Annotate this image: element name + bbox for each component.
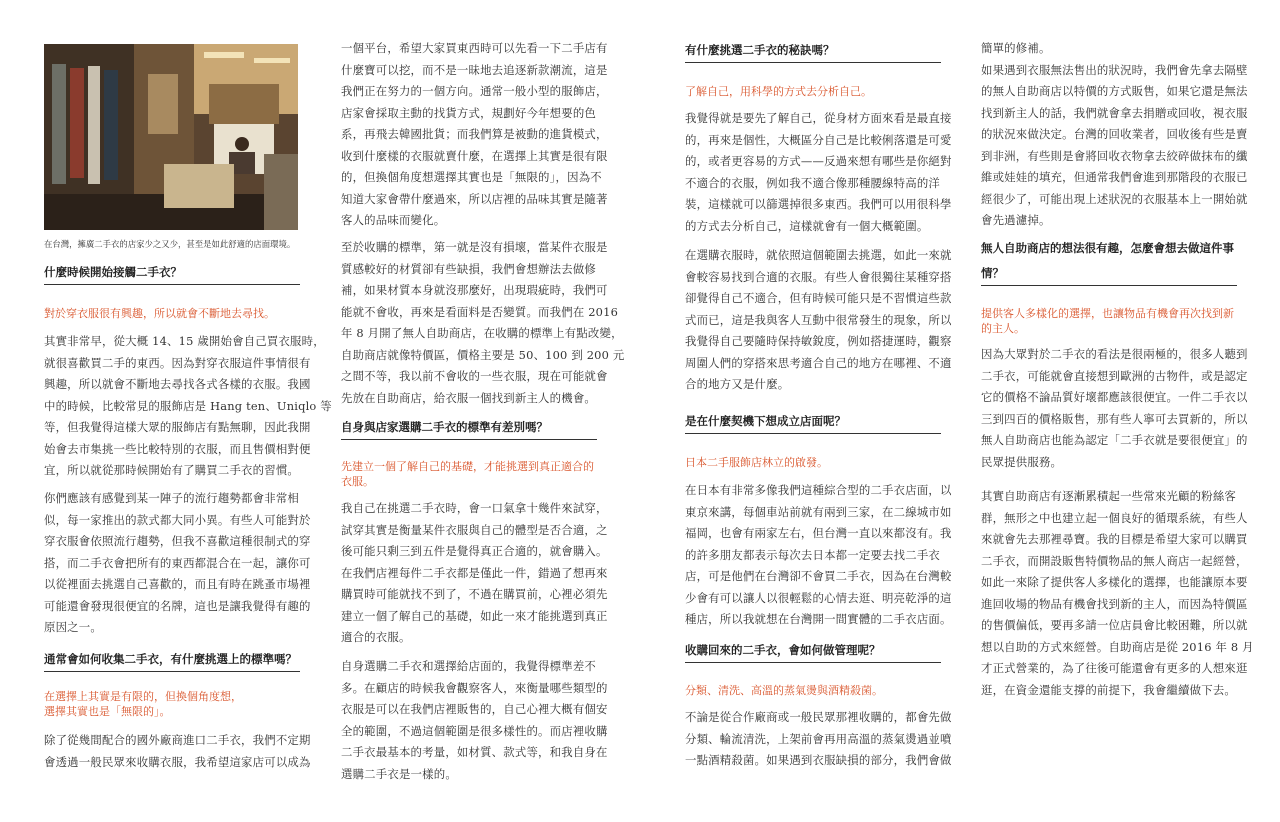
paragraph-6: 我自己在挑選二手衣時，會一口氣拿十幾件來試穿， 試穿其實是衡量某件衣服與自己的體型是否合適，之 後可能只剩三到五件是覺得真正合適的，就會購入。 在我們店裡每件二手衣都是僅此一件，錯過了想再來 購買時可能就找不到了，不過在購買前，心裡必須先 建立一個了解自己的基礎，如此一來才能挑選到真正 適合的衣服。 xyxy=(341,501,608,644)
heading-opportunity: 是在什麼契機下想成立店面呢？ xyxy=(685,411,941,434)
subheading-japan: 日本二手服飾店林立的啟發。 xyxy=(685,456,828,469)
heading-when-start: 什麼時候開始接觸二手衣？ xyxy=(44,262,300,285)
heading-unmanned-store: 無人自助商店的想法很有趣，怎麼會想去做這件事 情？ xyxy=(981,238,1237,286)
store-photo xyxy=(44,44,298,230)
heading-self-vs-store: 自身與店家選購二手衣的標準有差別嗎？ xyxy=(341,417,597,440)
heading-how-collect: 通常會如何收集二手衣，有什麼挑選上的標準嗎？ xyxy=(44,649,300,672)
subheading-variety: 提供客人多樣化的選擇，也讓物品有機會再次找到新 的主人。 xyxy=(981,307,1234,335)
paragraph-9: 在選購衣服時，就依照這個範圍去挑選，如此一來就 會較容易找到合適的衣服。有些人會很獨往某種穿搭 卻覺得自己不適合，但有時候可能只是不習慣這些款 式而已，這是我與客人互動中很常發生的現象，所以 我覺得自己要隨時保持敏銳度，例如搭捷運時，觀察 周圍人們的穿搭來思考適合自己的地方在哪裡、不適 合的地方又是什麼。 xyxy=(685,248,952,391)
paragraph-8: 我覺得就是要先了解自己，從身材方面來看是最直接 的，再來是個性，大概區分自己是比較俐落還是可愛 的，或者更容易的方式——反過來想有哪些是你絕對 不適合的衣服，例如我不適合像那種腰線特高的洋 裝，這樣就可以篩選掉很多東西。我們可以用很科學 的方式去分析自己，這樣就會有一個大概範圍。 xyxy=(685,111,952,233)
paragraph-1: 其實非常早，從大概 14、15 歲開始會自己買衣服時， 就很喜歡買二手的東西。因為對穿衣服這件事情很有 興趣，所以就會不斷地去尋找各式各樣的衣服。我國 中的時候，比較常見的服飾店是 Hang ten、Uniqlo 等 等，但我覺得這樣大眾的服飾店有點無聊，因此我開 始會去市集挑一些比較特別的衣服，而且售價相對便 宜，所以就從那時候開始有了購買二手衣的習慣。 xyxy=(44,334,332,477)
paragraph-5: 至於收購的標準，第一就是沒有損壞，當某件衣服是 質感較好的材質卻有些缺損，我們會想辦法去做修 補，如果材質本身就沒那麼好，出現瑕疵時，我們可 能就不會收，再來是看面料是否變質。而我們在 2016 年 8 月開了無人自助商店，在收購的標準上有點改變， 自助商店就像特價區，價格主要是 50、100 到 200 元 之間不等，我以前不會收的一些衣服，現在可能就會 先放在自助商店，給衣服一個找到新主人的機會。 xyxy=(341,240,625,405)
heading-management: 收購回來的二手衣，會如何做管理呢？ xyxy=(685,640,941,663)
paragraph-11: 不論是從合作廠商或一般民眾那裡收購的，都會先做 分類、輪流清洗，上架前會再用高溫的蒸氣燙過並噴 一點酒精殺菌。如果遇到衣服缺損的部分，我們會做 xyxy=(685,710,952,767)
photo-caption: 在台灣，擁廣二手衣的店家少之又少，甚至是如此舒適的店面環境。 xyxy=(44,239,296,249)
paragraph-13: 因為大眾對於二手衣的看法是很兩極的，很多人聽到 二手衣，可能就會直接想到歐洲的古物件，或是認定 它的價格不論品質好壞都應該很便宜。一件二手衣以 三到四百的價格販售，那有些人寧可去買新的，所以 無人自助商店也能為認定「二手衣就是要很便宜」的 民眾提供服務。 xyxy=(981,347,1248,469)
paragraph-12: 簡單的修補。 如果遇到衣服無法售出的狀況時，我們會先拿去隔壁 的無人自助商店以特價的方式販售，如果它還是無法 找到新主人的話，我們就會拿去捐贈或回收，視衣服 的狀況來做決定。台灣的回收業者，回收後有些是賣 到非洲，有些則是會將回收衣物拿去絞碎做抹布的纖 維或娃娃的填充，但通常我們會進到那階段的衣服已 經很少了，可能出現上述狀況的衣服基本上一開始就 會先過濾掉。 xyxy=(981,41,1248,227)
paragraph-2: 你們應該有感覺到某一陣子的流行趨勢都會非常相 似，每一家推出的款式都大同小異。有些人可能對於 穿衣服會依照流行趨勢，但我不喜歡這種很制式的穿 搭，而二手衣會把所有的東西都混合在一起，讓你可 以從裡面去挑選自己喜歡的，而且有時在跳蚤市場裡 可能還會發現很便宜的名牌，這也是讓我覺得有趣的 原因之一。 xyxy=(44,491,311,634)
paragraph-14: 其實自助商店有逐漸累積起一些常來光顧的粉絲客 群，無形之中也建立起一個良好的循環系統，有些人 來就會先去那裡尋寶。我的目標是希望大家可以購買 二手衣，而開設販售特價物品的無人商店一起經營， 如此一來除了提供客人多樣化的選擇，也能讓原本要 進回收場的物品有機會找到新的主人，而因為特價區 的售價偏低，要再多請一位店員會比較困難，所以就 想以自助的方式來經營。自助商店是從 2016 年 8 月 才正式營業的，為了往後可能還會有更多的人想來逛 逛，在資金還能支撐的前提下，我會繼續做下去。 xyxy=(981,489,1254,697)
subheading-limited: 在選擇上其實是有限的，但換個角度想， 選擇其實也是「無限的」。 xyxy=(44,690,242,718)
paragraph-4: 一個平台，希望大家買東西時可以先看一下二手店有 什麼寶可以挖，而不是一昧地去追逐新款潮流，這是 我們正在努力的一個方向。通常一般小型的服飾店， 店家會採取主動的找貨方式，規劃好今年想要的色 系，再飛去韓國批貨；而我們算是被動的進貨模式， 收到什麼樣的衣服就賣什麼，在選擇上其實是很有限 的，但換個角度想選擇其實也是「無限的」，因為不 知道大家會帶什麼過來，所以店裡的品味其實是隨著 客人的品味而變化。 xyxy=(341,41,608,227)
paragraph-10: 在日本有非常多像我們這種綜合型的二手衣店面，以 東京來講，每個車站前就有兩到三家，在二線城市如 福岡，也會有兩家左右，但台灣一直以來都沒有。我 的許多朋友都表示每次去日本都一定要去找二手衣 店，可是他們在台灣卻不會買二手衣，因為在台灣較 少會有可以讓人以很輕鬆的心情去逛、明亮乾淨的這 種店，所以我就想在台灣開一間實體的二手衣店面。 xyxy=(685,483,952,626)
subheading-interest: 對於穿衣服很有興趣，所以就會不斷地去尋找。 xyxy=(44,307,275,320)
paragraph-3: 除了從幾間配合的國外廠商進口二手衣，我們不定期 會透過一般民眾來收購衣服，我希望這家店可以成為 xyxy=(44,733,311,769)
subheading-know-yourself: 先建立一個了解自己的基礎，才能挑選到真正適合的 衣服。 xyxy=(341,460,594,488)
paragraph-7: 自身選購二手衣和選擇給店面的，我覺得標準差不 多。在顧店的時候我會觀察客人，來衡量哪些類型的 衣服是可以在我們店裡販售的，自己心裡大概有個安 全的範圍，不過這個範圍是很多樣性的。而店裡收購 二手衣最基本的考量，如材質、款式等，和我自身在 選購二手衣是一樣的。 xyxy=(341,659,608,781)
subheading-cleaning: 分類、清洗、高溫的蒸氣燙與酒精殺菌。 xyxy=(685,684,883,697)
subheading-science: 了解自己，用科學的方式去分析自己。 xyxy=(685,85,872,98)
heading-secret: 有什麼挑選二手衣的秘訣嗎？ xyxy=(685,40,941,63)
